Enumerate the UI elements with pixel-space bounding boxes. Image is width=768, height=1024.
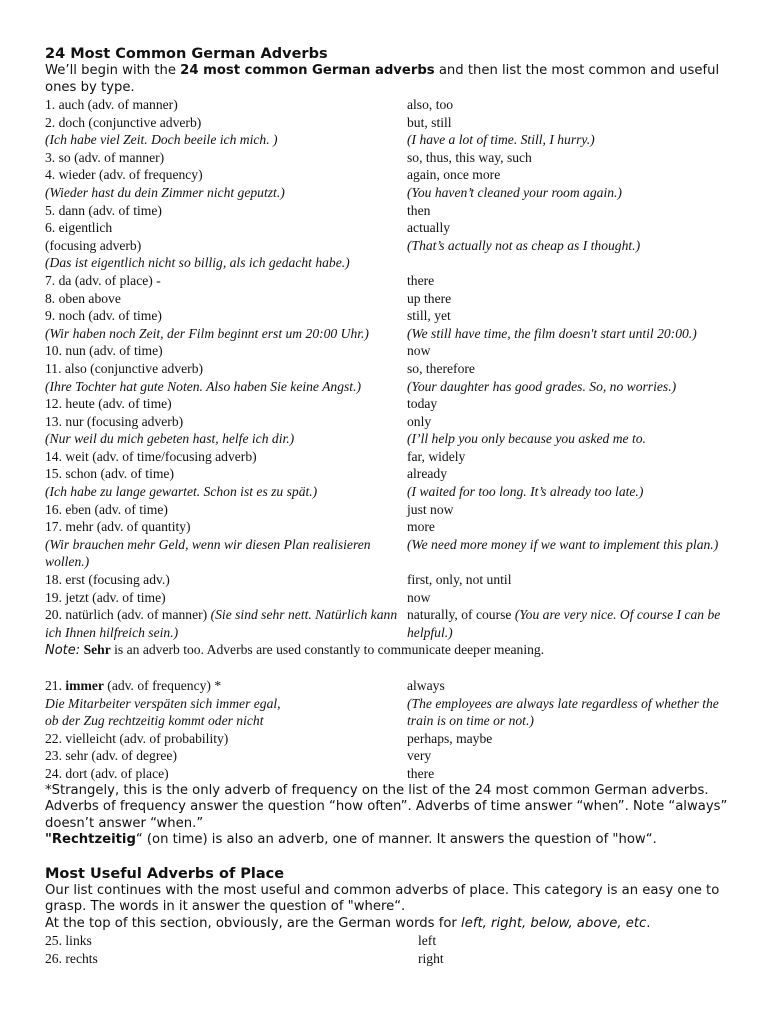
- german-example: (Ich habe zu lange gewartet. Schon ist es zu spät.): [45, 484, 318, 500]
- note-label: Note:: [45, 643, 81, 659]
- german-example: (Wir haben noch Zeit, der Film beginnt erst um 20:00 Uhr.): [45, 325, 369, 341]
- english-example: [407, 254, 735, 272]
- english-term: then: [407, 202, 431, 218]
- english-example: (That’s actually not as cheap as I thought.): [407, 237, 641, 253]
- example-row: [45, 184, 735, 202]
- german-term: 22. vielleicht (adv. of probability): [45, 730, 229, 746]
- adverb-row: [45, 96, 735, 114]
- adverb-row: [45, 589, 735, 607]
- german-term: 6. eigentlich: [45, 220, 113, 236]
- german-term: 23. sehr (adv. of degree): [45, 748, 177, 764]
- place-text-end: .: [646, 915, 651, 931]
- german-term: 24. dort (adv. of place): [45, 765, 169, 781]
- german-term: 5. dann (adv. of time): [45, 202, 162, 218]
- adverb-list-continued: [45, 730, 735, 783]
- rechtzeitig-text: “ (on time) is also an adverb, one of manner. It answers the question of "how“.: [135, 832, 657, 848]
- german-term: 18. erst (focusing adv.): [45, 572, 170, 588]
- example-row: [45, 254, 735, 272]
- adverb-row: [45, 237, 735, 255]
- german-term: 4. wieder (adv. of frequency): [45, 167, 203, 183]
- english-example: (Your daughter has good grades. So, no worries.): [407, 378, 677, 394]
- german-example: (Ich habe viel Zeit. Doch beeile ich mich. ): [45, 132, 278, 148]
- section-title: Most Useful Adverbs of Place: [45, 865, 285, 882]
- adverb-row: [45, 307, 735, 325]
- example-row: [45, 483, 735, 501]
- adverb-row: [45, 730, 735, 748]
- english-term: up there: [407, 290, 452, 306]
- english-term: so, thus, this way, such: [407, 149, 532, 165]
- english-example: (You haven’t cleaned your room again.): [407, 184, 622, 200]
- english-term: left: [418, 933, 437, 949]
- german-term: 16. eben (adv. of time): [45, 501, 168, 517]
- adverb-row: [45, 571, 735, 589]
- german-term: 14. weit (adv. of time/focusing adverb): [45, 448, 257, 464]
- example-row: [45, 325, 735, 343]
- english-term: already: [407, 466, 447, 482]
- note-bold: Sehr: [83, 642, 111, 658]
- adverb-row-21: [45, 677, 735, 695]
- german-term: 11. also (conjunctive adverb): [45, 360, 204, 376]
- english-term: now: [407, 343, 431, 359]
- intro-text: We’ll begin with the: [45, 63, 181, 78]
- english-term: also, too: [407, 97, 454, 112]
- german-example: (Nur weil du mich gebeten hast, helfe ich dir.): [45, 431, 295, 447]
- english-term: naturally, of course: [407, 607, 515, 623]
- adverb-row: [45, 290, 735, 308]
- place-text: At the top of this section, obviously, are the German words for: [45, 915, 462, 931]
- place-italic: left, right, below, above, etc: [461, 915, 647, 931]
- german-term: 8. oben above: [45, 290, 121, 306]
- adverb-row: [45, 448, 735, 466]
- german-example: (Wieder hast du dein Zimmer nicht geputzt.): [45, 184, 285, 200]
- english-term: just now: [407, 501, 454, 517]
- german-term: 9. noch (adv. of time): [45, 308, 162, 324]
- english-term: very: [407, 748, 432, 764]
- german-example: Die Mitarbeiter verspäten sich immer egal, ob der Zug rechtzeitig kommt oder nicht: [45, 695, 281, 729]
- english-term: there: [407, 272, 435, 288]
- adverb-row: [45, 501, 735, 519]
- english-term: again, once more: [407, 167, 501, 183]
- german-term: 2. doch (conjunctive adverb): [45, 114, 202, 130]
- adverb-row: [45, 166, 735, 184]
- english-term: so, therefore: [407, 360, 475, 376]
- adverb-list: [45, 96, 735, 606]
- german-term: 26. rechts: [45, 950, 98, 966]
- note-paragraph: [45, 641, 735, 660]
- english-term: but, still: [407, 114, 452, 130]
- german-term: 15. schon (adv. of time): [45, 466, 174, 482]
- document-page: [45, 46, 735, 967]
- german-term: 17. mehr (adv. of quantity): [45, 519, 191, 535]
- german-term: 3. so (adv. of manner): [45, 149, 165, 165]
- german-term: 13. nur (focusing adverb): [45, 413, 184, 429]
- english-term: only: [407, 413, 432, 429]
- english-term: first, only, not until: [407, 572, 512, 588]
- german-example: (Das ist eigentlich nicht so billig, als ich gedacht habe.): [45, 255, 350, 271]
- item-number: 21.: [45, 678, 66, 693]
- adverb-row: [45, 413, 735, 431]
- german-example: (Ihre Tochter hat gute Noten. Also haben Sie keine Angst.): [45, 378, 362, 394]
- example-row: [45, 536, 735, 571]
- example-row: [45, 430, 735, 448]
- english-example: (The employees are always late regardless of whether the train is on time or not.): [407, 695, 719, 729]
- adverb-type: (adv. of frequency) *: [103, 678, 222, 693]
- footnote: *Strangely, this is the only adverb of frequency on the list of the 24 most common German adverbs. Adverbs of frequency answer the question “how often”. Adverbs of time answer “when”. Note “always” doesn’t answer “when.”: [45, 782, 728, 831]
- adverb-row: [45, 518, 735, 536]
- page-title: 24 Most Common German Adverbs: [45, 46, 328, 62]
- adverb-row: [45, 360, 735, 378]
- place-paragraph-2: [45, 916, 735, 933]
- english-term: today: [407, 396, 438, 412]
- example-row: [45, 131, 735, 149]
- note-text: is an adverb too. Adverbs are used constantly to communicate deeper meaning.: [110, 642, 545, 658]
- adverb-row: [45, 149, 735, 167]
- adverb-row: [45, 114, 735, 132]
- english-term: far, widely: [407, 448, 466, 464]
- rechtzeitig-bold: Rechtzeitig: [51, 832, 136, 848]
- english-example: (You are very nice. Of course I can be helpful.): [407, 607, 721, 640]
- adverb-row: [45, 219, 735, 237]
- english-term: more: [407, 519, 435, 535]
- german-term: immer: [65, 678, 104, 693]
- example-row: [45, 378, 735, 396]
- place-adverb-list: [45, 932, 735, 967]
- english-term: always: [407, 678, 445, 693]
- german-term: (focusing adverb): [45, 237, 142, 253]
- english-term: actually: [407, 220, 451, 236]
- place-paragraph: Our list continues with the most useful and common adverbs of place. This category is an easy one to grasp. The words in it answer the question of "where“.: [45, 882, 720, 915]
- adverb-row-20: [45, 606, 735, 641]
- english-example: (I’ll help you only because you asked me to.: [407, 431, 646, 447]
- english-term: right: [418, 950, 444, 966]
- adverb-row: [45, 465, 735, 483]
- english-term: still, yet: [407, 308, 451, 324]
- english-example: (We need more money if we want to implement this plan.): [407, 536, 719, 552]
- english-example: (I waited for too long. It’s already too late.): [407, 484, 644, 500]
- german-term: 10. nun (adv. of time): [45, 343, 163, 359]
- german-term: 20. natürlich (adv. of manner): [45, 607, 211, 623]
- adverb-row: [45, 747, 735, 765]
- german-term: 1. auch (adv. of manner): [45, 97, 178, 112]
- german-term: 7. da (adv. of place) -: [45, 272, 161, 288]
- spacer: [45, 660, 735, 677]
- adverb-row: [45, 395, 735, 413]
- english-term: there: [407, 765, 435, 781]
- english-example: (We still have time, the film doesn't start until 20:00.): [407, 325, 697, 341]
- adverb-row: [45, 765, 735, 783]
- english-term: perhaps, maybe: [407, 730, 493, 746]
- german-term: 25. links: [45, 933, 92, 949]
- adverb-row: [45, 272, 735, 290]
- quote-mark: ": [45, 832, 52, 848]
- spacer: [45, 849, 735, 866]
- english-term: now: [407, 589, 431, 605]
- example-row-21: [45, 695, 735, 730]
- adverb-row: [45, 932, 735, 950]
- intro-text-end: and then list the most common and useful ones by type.: [45, 63, 720, 95]
- intro-bold: 24 most common German adverbs: [180, 63, 435, 78]
- intro-paragraph: [45, 63, 735, 96]
- german-term: 12. heute (adv. of time): [45, 396, 172, 412]
- english-example: (I have a lot of time. Still, I hurry.): [407, 132, 595, 148]
- german-example: (Sie sind sehr nett. Natürlich kann ich Ihnen hilfreich sein.): [45, 607, 398, 640]
- adverb-row: [45, 342, 735, 360]
- german-term: 19. jetzt (adv. of time): [45, 589, 166, 605]
- adverb-row: [45, 202, 735, 220]
- adverb-row: [45, 950, 735, 968]
- german-example: (Wir brauchen mehr Geld, wenn wir diesen Plan realisieren wollen.): [45, 536, 371, 570]
- rechtzeitig-paragraph: [45, 832, 735, 849]
